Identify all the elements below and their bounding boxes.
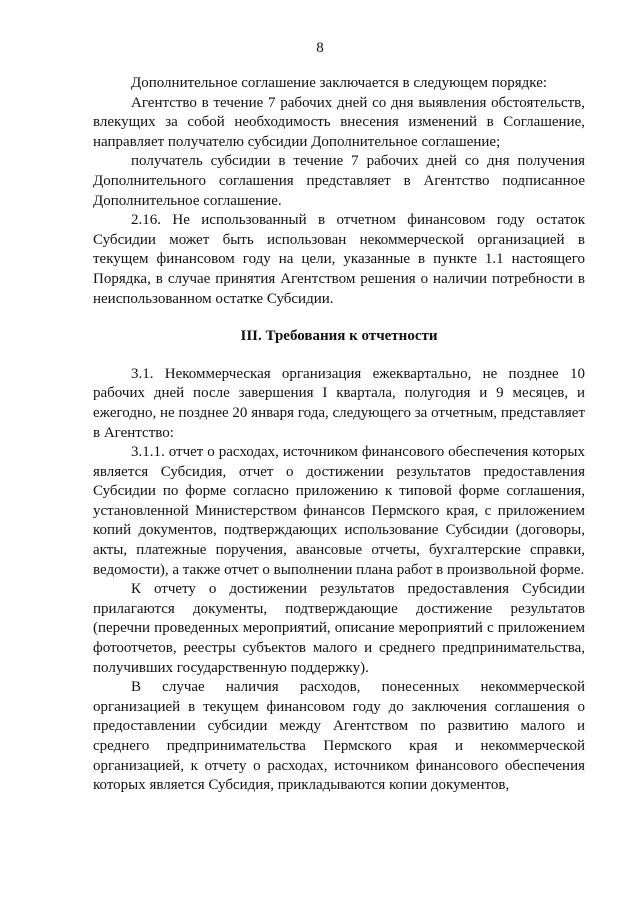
paragraph: получатель субсидии в течение 7 рабочих дней со дня получения Дополнительного соглашения представляет в Агентство подписанное Дополнительное соглашение. (93, 153, 585, 209)
paragraph: Дополнительное соглашение заключается в следующем порядке: (131, 75, 548, 91)
paragraph: К отчету о достижении результатов предоставления Субсидии прилагаются документы, подтверждающие достижение результатов (перечни проведенных мероприятий, описание мероприятий с приложением фотоотчетов, реестры субъектов малого и среднего предпринимательства, получивших государственную поддержку). (93, 581, 585, 676)
paragraph: 3.1.1. отчет о расходах, источником финансового обеспечения которых является Субсидия, отчет о достижении результатов предоставления Субсидии по форме согласно приложению к типовой форме соглашения, установленной Министерством финансов Пермского края, с приложением копий документов, подтверждающих использование Субсидии (договоры, акты, платежные поручения, авансовые отчеты, бухгалтерские справки, ведомости), а также отчет о выполнении плана работ в произвольной форме. (93, 444, 585, 578)
page-number: 8 (316, 40, 324, 56)
document-body (93, 74, 585, 796)
paragraph: В случае наличия расходов, понесенных некоммерческой организацией в текущем финансовом году до заключения соглашения о предоставлении субсидии между Агентством по развитию малого и среднего предпринимательства Пермского края и некоммерческой организацией, к отчету о расходах, источником финансового обеспечения которых является Субсидия, прикладываются копии документов, (93, 679, 585, 794)
paragraph: 2.16. Не использованный в отчетном финансовом году остаток Субсидии может быть использован некоммерческой организацией в текущем финансовом году на цели, указанные в пункте 1.1 настоящего Порядка, в случае принятия Агентством решения о наличии потребности в неиспользованном остатке Субсидии. (93, 212, 585, 307)
paragraph: 3.1. Некоммерческая организация ежеквартально, не позднее 10 рабочих дней после завершения I квартала, полугодия и 9 месяцев, и ежегодно, не позднее 20 января года, следующего за отчетным, представляет в Агентство: (93, 365, 585, 441)
paragraph: Агентство в течение 7 рабочих дней со дня выявления обстоятельств, влекущих за собой необходимость внесения изменений в Соглашение, направляет получателю субсидии Дополнительное соглашение; (93, 94, 585, 150)
section-heading: III. Требования к отчетности (240, 328, 438, 345)
